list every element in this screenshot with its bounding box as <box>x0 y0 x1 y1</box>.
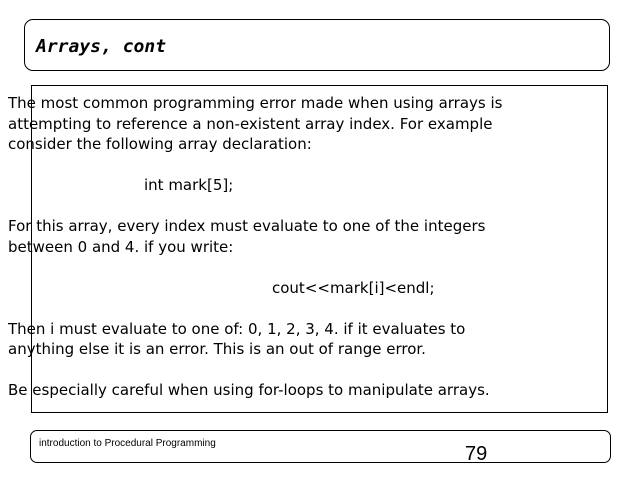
body-line: For this array, every index must evaluate to one of the integers <box>8 217 486 235</box>
body-line: Be especially careful when using for-loops to manipulate arrays. <box>8 381 490 399</box>
body-line: anything else it is an error. This is an out of range error. <box>8 340 426 358</box>
spacer <box>8 196 608 217</box>
page-number: 79 <box>465 443 488 465</box>
slide-title: Arrays, cont <box>36 36 167 57</box>
spacer <box>8 155 608 176</box>
body-line: attempting to reference a non-existent array index. For example <box>8 114 493 133</box>
body-line: consider the following array declaration: <box>8 135 312 153</box>
body-line: The most common programming error made when using arrays is <box>8 94 503 112</box>
code-declaration: int mark[5]; <box>144 176 234 194</box>
spacer <box>8 298 608 319</box>
body-line: Then i must evaluate to one of: 0, 1, 2, 3, 4. if it evaluates to <box>8 319 466 338</box>
slide-body <box>8 93 608 401</box>
slide-title-box <box>24 19 610 71</box>
spacer <box>8 360 608 381</box>
footer-box <box>30 430 611 463</box>
spacer <box>8 257 608 278</box>
footer-course-name: introduction to Procedural Programming <box>39 438 216 449</box>
code-output-statement: cout<<mark[i]<endl; <box>272 278 435 297</box>
body-line: between 0 and 4. if you write: <box>8 237 234 256</box>
